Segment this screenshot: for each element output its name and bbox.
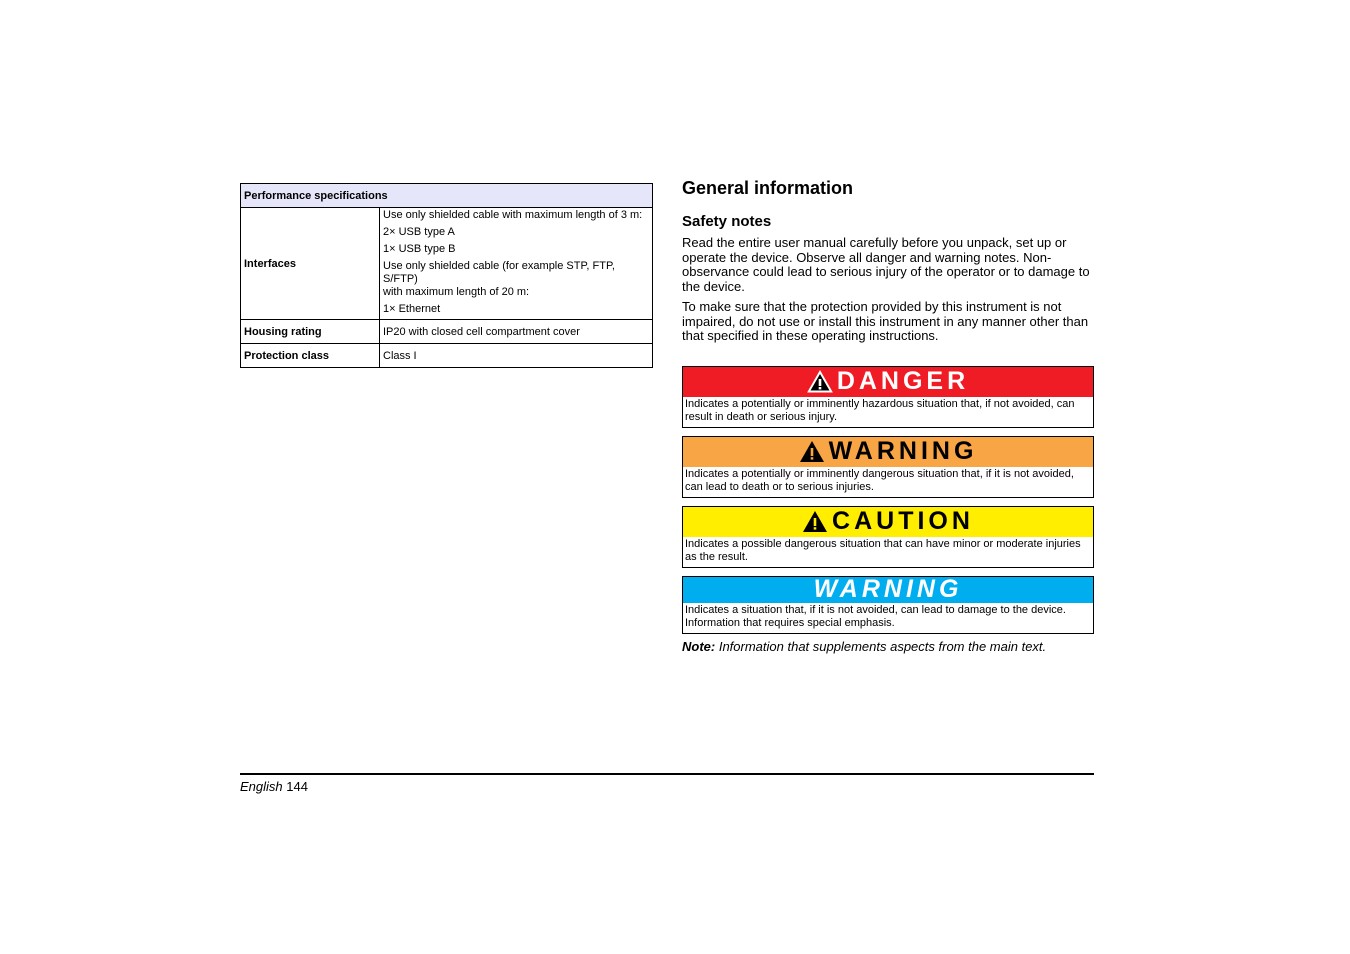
warning-label: WARNING	[828, 437, 978, 465]
warning-banner	[683, 437, 1093, 467]
caution-text: Indicates a possible dangerous situation that can have minor or moderate injuries as the result.	[685, 537, 1081, 563]
row-label-housing: Housing rating	[241, 320, 380, 344]
warning-text: Indicates a potentially or imminently dangerous situation that, if it is not avoided, can lead to death or to serious injuries.	[685, 467, 1074, 493]
row-value-housing: IP20 with closed cell compartment cover	[380, 320, 653, 344]
table-cell-line: Use only shielded cable (for example STP, FTP, S/FTP) with maximum length of 20 m:	[383, 260, 615, 298]
page-footer	[240, 779, 308, 794]
row-label-interfaces: Interfaces	[241, 208, 380, 320]
danger-text: Indicates a potentially or imminently hazardous situation that, if not avoided, can result in death or serious injury.	[685, 397, 1075, 423]
caution-banner	[683, 507, 1093, 537]
table-cell-line: Use only shielded cable with maximum length of 3 m:	[383, 209, 643, 221]
danger-label: DANGER	[836, 367, 970, 395]
table-cell-line: 2× USB type A	[383, 226, 455, 238]
table-cell-line: 1× Ethernet	[383, 303, 441, 315]
footer-divider	[240, 773, 1094, 775]
footer-language: English	[240, 779, 283, 794]
note-text: Information that supplements aspects from the main text.	[715, 638, 1047, 654]
warning-box	[682, 436, 1094, 498]
notice-banner	[683, 577, 1093, 603]
row-label-protection: Protection class	[241, 344, 380, 368]
caution-box	[682, 506, 1094, 568]
row-value-protection: Class I	[380, 344, 653, 368]
table-header: Performance specifications	[241, 184, 653, 208]
paragraph: Read the entire user manual carefully before you unpack, set up or operate the device. Observe all danger and warning notes. Non-observance could lead to serious injury of the operator or to damage to the device.	[682, 235, 1090, 294]
notice-text: Indicates a situation that, if it is not avoided, can lead to damage to the device. Information that requires special emphasis.	[685, 603, 1066, 629]
warning-triangle-icon	[802, 510, 828, 533]
row-values-interfaces	[380, 208, 653, 320]
warning-triangle-icon	[799, 440, 825, 463]
paragraph: To make sure that the protection provided by this instrument is not impaired, do not use or install this instrument in any manner other than that specified in these operating instructions.	[682, 299, 1089, 343]
performance-specifications-table	[240, 183, 653, 368]
table-row	[241, 208, 653, 320]
page-number: 144	[282, 779, 308, 794]
general-information-section	[682, 178, 1094, 654]
note	[682, 639, 1094, 654]
section-title: General information	[682, 178, 854, 198]
note-label: Note:	[682, 638, 716, 654]
warning-triangle-icon	[807, 370, 833, 393]
table-row	[241, 320, 653, 344]
subsection-title: Safety notes	[682, 213, 772, 230]
danger-banner	[683, 367, 1093, 397]
danger-box	[682, 366, 1094, 428]
notice-label: WARNING	[813, 575, 963, 603]
table-row	[241, 344, 653, 368]
table-cell-line: 1× USB type B	[383, 243, 456, 255]
caution-label: CAUTION	[832, 507, 974, 535]
notice-box	[682, 576, 1094, 634]
